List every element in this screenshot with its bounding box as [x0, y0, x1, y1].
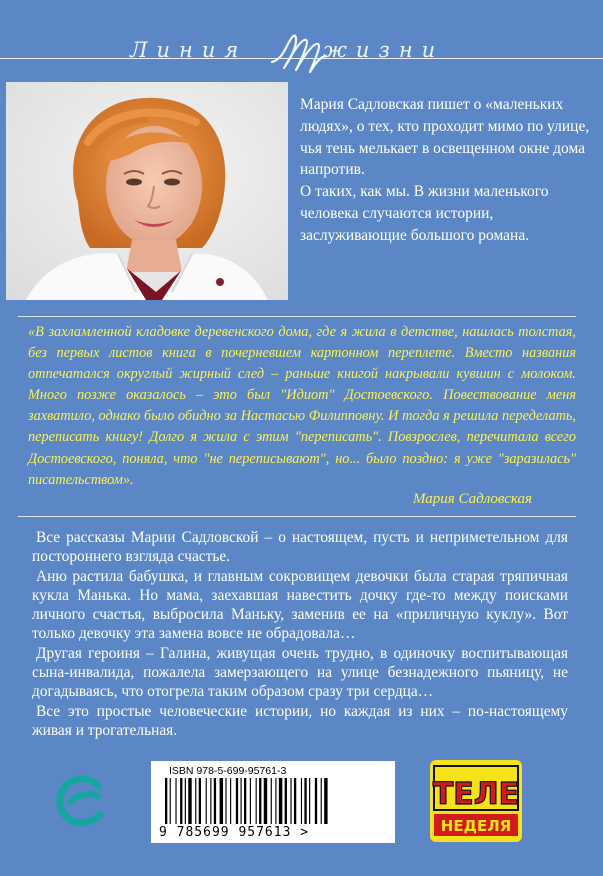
intro-paragraph-1: Мария Садловская пишет о «маленьких людях», о тех, кто проходит мимо по улице, чья тень мелькает в освещенном окне дома напротив. [300, 96, 590, 179]
barcode-image [165, 778, 381, 828]
tele-badge-bottom-text: НЕДЕЛЯ [440, 817, 512, 835]
quote-divider-bottom [18, 516, 576, 517]
description-paragraph-3: Другая героиня – Галина, живущая очень трудно, в одиночку воспитывающая сына-инвалида, пожалела замерзающего на улице безнадежного пьяницу, не догадываясь, что отогрела таким образом сразу три сердца… [32, 644, 568, 701]
author-quote: «В захламленной кладовке деревенского дома, где я жила в детстве, нашлась толстая, без первых листов книга в почерневшем картонном переплете. Вместо названия отпечатался округлый жирный след – раньше книгой накрывали кувшин с молоком. Много позже оказалось – это был "Идиот" Достоевского. Повествование меня захватило, однако было обидно за Настасью Филипповну. И тогда я решила переделать, переписать книгу! Долго я жила с этим "переписать". Повзрослев, перечитала всего Достоевского, поняла, что "не переписывают", но... было поздно: я уже "заразилась" писательством». [28, 324, 576, 488]
description-paragraph-4: Все это простые человеческие истории, но каждая из них – по-настоящему живая и трогательная. [32, 702, 568, 739]
barcode-digits: 9 785699 957613 > [159, 825, 310, 840]
series-title-right: жизни [323, 38, 445, 62]
intro-paragraph-2: О таких, как мы. В жизни маленького человека случаются истории, заслуживающие большого романа. [300, 183, 549, 244]
tele-nedelya-badge [430, 760, 522, 842]
description-paragraph-1: Все рассказы Марии Садловской – о настоящем, пусть и неприметельном для постороннего взгляда счастье. [32, 529, 568, 566]
intro-text [300, 94, 596, 247]
barcode-panel [151, 761, 395, 843]
author-photo [6, 82, 288, 300]
publisher-logo-icon [52, 770, 110, 830]
tele-badge-top-text: ТЕЛЕ [432, 777, 520, 812]
isbn-number: ISBN 978-5-699-95761-3 [169, 765, 287, 777]
series-title-left: Линия [130, 38, 248, 62]
series-header [0, 0, 603, 80]
quote-divider-top [18, 316, 576, 317]
description-text [32, 528, 568, 740]
author-portrait-image [6, 82, 288, 300]
series-logo-icon [266, 22, 330, 80]
quote-author: Мария Садловская [413, 491, 533, 507]
description-paragraph-2: Аню растила бабушка, и главным сокровищем девочки была старая тряпичная кукла Манька. Но мама, заехавшая навестить дочку где-то между поисками личного счастья, выбросила Маньку, заменив ее на «приличную куклу». Вот только девочку эта замена вовсе не обрадовала… [32, 567, 568, 643]
